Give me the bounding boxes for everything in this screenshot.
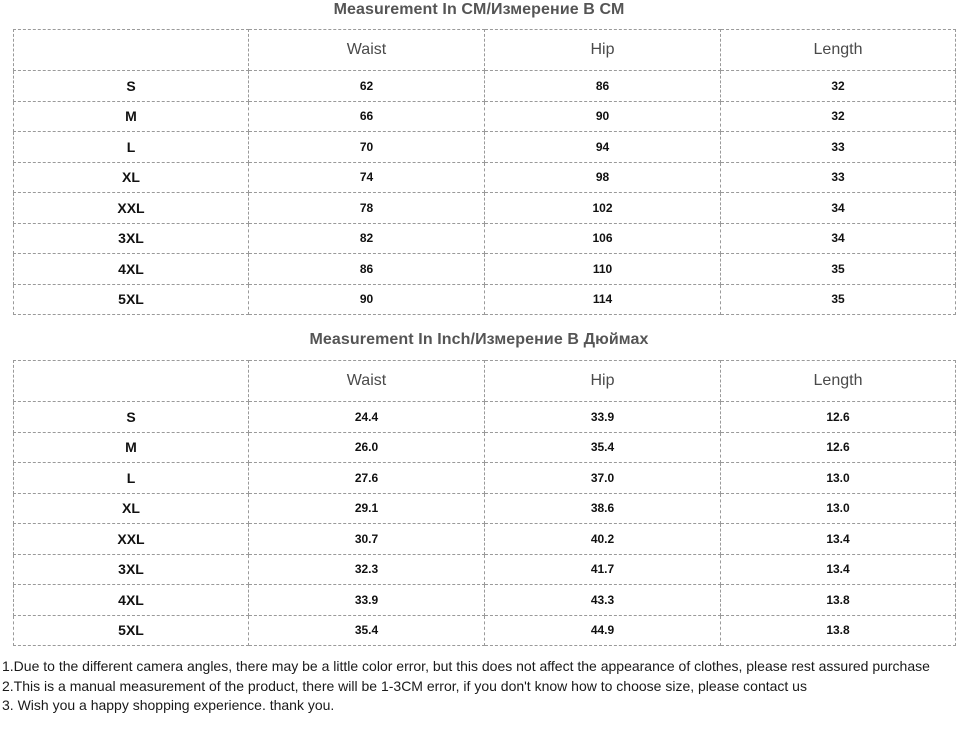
- inch-cell-waist: 27.6: [249, 463, 485, 494]
- inch-cell-length: 13.8: [721, 585, 956, 616]
- inch-cell-size: XL: [14, 493, 249, 524]
- table-row: [14, 554, 956, 585]
- inch-cell-hip: 38.6: [485, 493, 721, 524]
- table-row: [14, 493, 956, 524]
- cm-cell-waist: 78: [249, 193, 485, 224]
- cm-cell-waist: 66: [249, 101, 485, 132]
- cm-cell-waist: 70: [249, 132, 485, 163]
- cm-cell-waist: 90: [249, 284, 485, 315]
- inch-cell-length: 13.4: [721, 524, 956, 555]
- table-row: [14, 615, 956, 646]
- inch-cell-hip: 41.7: [485, 554, 721, 585]
- cm-header-hip: Hip: [485, 30, 721, 71]
- inch-cell-size: 3XL: [14, 554, 249, 585]
- inch-cell-size: XXL: [14, 524, 249, 555]
- table-row: [14, 132, 956, 163]
- cm-cell-length: 32: [721, 101, 956, 132]
- inch-cell-hip: 35.4: [485, 432, 721, 463]
- inch-cell-length: 13.0: [721, 493, 956, 524]
- inch-header-size: [14, 361, 249, 402]
- table-row: [14, 402, 956, 433]
- cm-cell-size: L: [14, 132, 249, 163]
- cm-cell-length: 32: [721, 71, 956, 102]
- inch-cell-size: L: [14, 463, 249, 494]
- inch-cell-waist: 29.1: [249, 493, 485, 524]
- cm-cell-size: XXL: [14, 193, 249, 224]
- inch-header-waist: Waist: [249, 361, 485, 402]
- table-row: [14, 162, 956, 193]
- inch-cell-hip: 33.9: [485, 402, 721, 433]
- inch-cell-waist: 33.9: [249, 585, 485, 616]
- inch-header-length: Length: [721, 361, 956, 402]
- note-3: 3. Wish you a happy shopping experience. thank you.: [2, 697, 335, 713]
- cm-header-row: [14, 30, 956, 71]
- cm-header-length: Length: [721, 30, 956, 71]
- table-row: [14, 524, 956, 555]
- inch-cell-length: 13.0: [721, 463, 956, 494]
- cm-cell-hip: 86: [485, 71, 721, 102]
- cm-cell-waist: 74: [249, 162, 485, 193]
- cm-cell-size: XL: [14, 162, 249, 193]
- cm-cell-size: 3XL: [14, 223, 249, 254]
- cm-header-waist: Waist: [249, 30, 485, 71]
- inch-cell-length: 12.6: [721, 402, 956, 433]
- cm-cell-size: 4XL: [14, 254, 249, 285]
- cm-cell-waist: 62: [249, 71, 485, 102]
- cm-cell-hip: 102: [485, 193, 721, 224]
- inch-cell-size: S: [14, 402, 249, 433]
- cm-cell-hip: 110: [485, 254, 721, 285]
- inch-cell-waist: 24.4: [249, 402, 485, 433]
- cm-cell-length: 35: [721, 284, 956, 315]
- inch-cell-hip: 43.3: [485, 585, 721, 616]
- inch-cell-hip: 37.0: [485, 463, 721, 494]
- cm-table-body: [14, 71, 956, 315]
- inch-cell-hip: 44.9: [485, 615, 721, 646]
- table-row: [14, 223, 956, 254]
- table-row: [14, 432, 956, 463]
- inch-cell-length: 13.4: [721, 554, 956, 585]
- table-row: [14, 101, 956, 132]
- cm-cell-length: 35: [721, 254, 956, 285]
- table-row: [14, 254, 956, 285]
- inch-table-body: [14, 402, 956, 646]
- table-row: [14, 284, 956, 315]
- table-row: [14, 585, 956, 616]
- cm-header-size: [14, 30, 249, 71]
- inch-cell-length: 13.8: [721, 615, 956, 646]
- cm-cell-waist: 86: [249, 254, 485, 285]
- cm-cell-waist: 82: [249, 223, 485, 254]
- inch-header-hip: Hip: [485, 361, 721, 402]
- inch-size-table: [13, 360, 956, 646]
- inch-cell-size: 4XL: [14, 585, 249, 616]
- inch-cell-size: M: [14, 432, 249, 463]
- cm-cell-size: 5XL: [14, 284, 249, 315]
- inch-table-title: Measurement In Inch/Измерение В Дюймах: [309, 331, 649, 348]
- inch-cell-hip: 40.2: [485, 524, 721, 555]
- inch-cell-waist: 35.4: [249, 615, 485, 646]
- cm-cell-hip: 106: [485, 223, 721, 254]
- cm-cell-size: S: [14, 71, 249, 102]
- cm-cell-length: 34: [721, 223, 956, 254]
- inch-cell-waist: 30.7: [249, 524, 485, 555]
- note-2: 2.This is a manual measurement of the product, there will be 1-3CM error, if you don't know how to choose size, please contact us: [2, 677, 807, 694]
- cm-table-title: Measurement In CM/Измерение В СМ: [333, 1, 625, 18]
- table-row: [14, 463, 956, 494]
- inch-cell-length: 12.6: [721, 432, 956, 463]
- table-row: [14, 71, 956, 102]
- inch-cell-waist: 26.0: [249, 432, 485, 463]
- table-row: [14, 193, 956, 224]
- cm-cell-length: 34: [721, 193, 956, 224]
- cm-cell-hip: 94: [485, 132, 721, 163]
- cm-cell-length: 33: [721, 132, 956, 163]
- cm-cell-size: M: [14, 101, 249, 132]
- inch-cell-size: 5XL: [14, 615, 249, 646]
- cm-size-table: [13, 29, 956, 315]
- notes-section: [2, 657, 952, 716]
- note-1: 1.Due to the different camera angles, there may be a little color error, but this does not affect the appearance of clothes, please rest assured purchase: [2, 658, 930, 674]
- cm-cell-hip: 98: [485, 162, 721, 193]
- inch-cell-waist: 32.3: [249, 554, 485, 585]
- cm-cell-hip: 90: [485, 101, 721, 132]
- cm-cell-hip: 114: [485, 284, 721, 315]
- inch-header-row: [14, 361, 956, 402]
- cm-cell-length: 33: [721, 162, 956, 193]
